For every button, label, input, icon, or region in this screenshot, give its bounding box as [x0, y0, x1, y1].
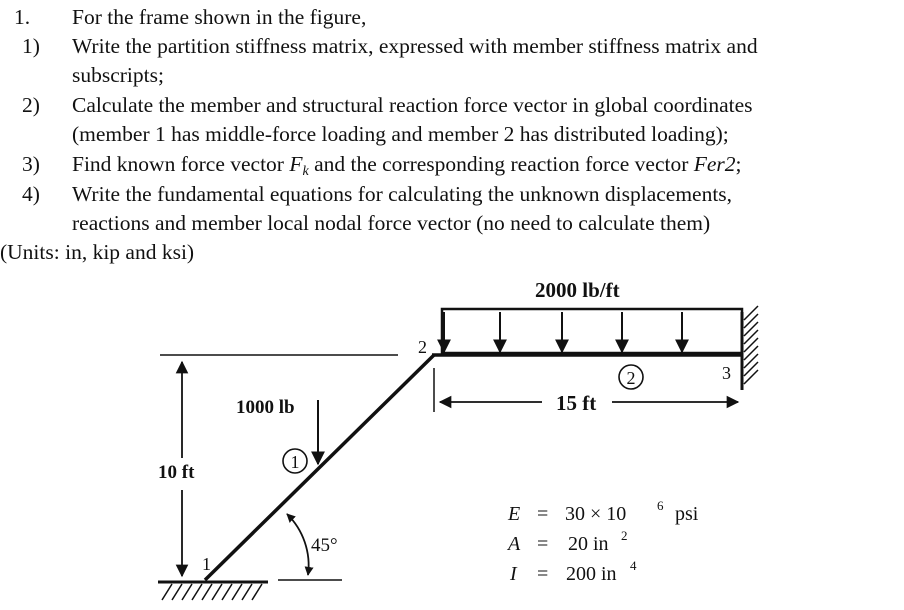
point-load	[236, 397, 318, 464]
item-3-line: Find known force vector $F_k$ and the corresponding reaction force vector Fer2;	[72, 152, 742, 179]
span-dimension	[434, 368, 738, 415]
distributed-load	[442, 278, 742, 353]
fk-symbol: F	[289, 152, 303, 176]
item-2-line-2: (member 1 has middle-force loading and member 2 has distributed loading);	[72, 122, 729, 146]
heading-number: 1.	[14, 5, 31, 29]
fixed-support-bottom	[158, 582, 268, 600]
material-properties	[506, 493, 699, 585]
fer2-symbol: Fer2	[693, 152, 736, 176]
units-note: (Units: in, kip and ksi)	[0, 240, 195, 264]
prop-A: A = 20 in 2	[508, 528, 628, 555]
item-2-line-1: Calculate the member and structural reaction force vector in global coordinates	[72, 93, 753, 117]
span-label: 15 ft	[556, 391, 597, 415]
prop-E: E = 30 × 10 6 psi	[508, 498, 699, 525]
svg-text:2: 2	[626, 368, 636, 388]
item-1-line-1: Write the partition stiffness matrix, expressed with member stiffness matrix and	[72, 34, 758, 58]
item-3-number: 3)	[22, 152, 40, 176]
dist-load-label: 2000 lb/ft	[535, 278, 620, 302]
member-2-label	[619, 365, 643, 389]
node-2-label: 2	[418, 337, 427, 357]
heading-text: For the frame shown in the figure,	[72, 5, 367, 29]
svg-text:1: 1	[290, 452, 300, 472]
item-4-line-1: Write the fundamental equations for calculating the unknown displacements,	[72, 182, 733, 206]
node-3-label: 3	[722, 363, 731, 383]
item-1-line-2: subscripts;	[72, 63, 164, 87]
height-dimension	[158, 355, 398, 576]
angle-label: 45°	[311, 535, 338, 556]
angle-annotation	[278, 514, 342, 580]
item-2-number: 2)	[22, 93, 40, 117]
node-1-label: 1	[202, 554, 211, 574]
item-4-line-2: reactions and member local nodal force vector (no need to calculate them)	[72, 211, 711, 235]
prop-I: I = 200 in 4	[510, 558, 637, 585]
item-1-number: 1)	[22, 34, 40, 58]
item-4-number: 4)	[22, 182, 40, 206]
height-label: 10 ft	[158, 462, 195, 483]
fixed-support-right	[742, 306, 758, 390]
point-load-label: 1000 lb	[236, 397, 295, 418]
member-1-label	[283, 449, 307, 473]
